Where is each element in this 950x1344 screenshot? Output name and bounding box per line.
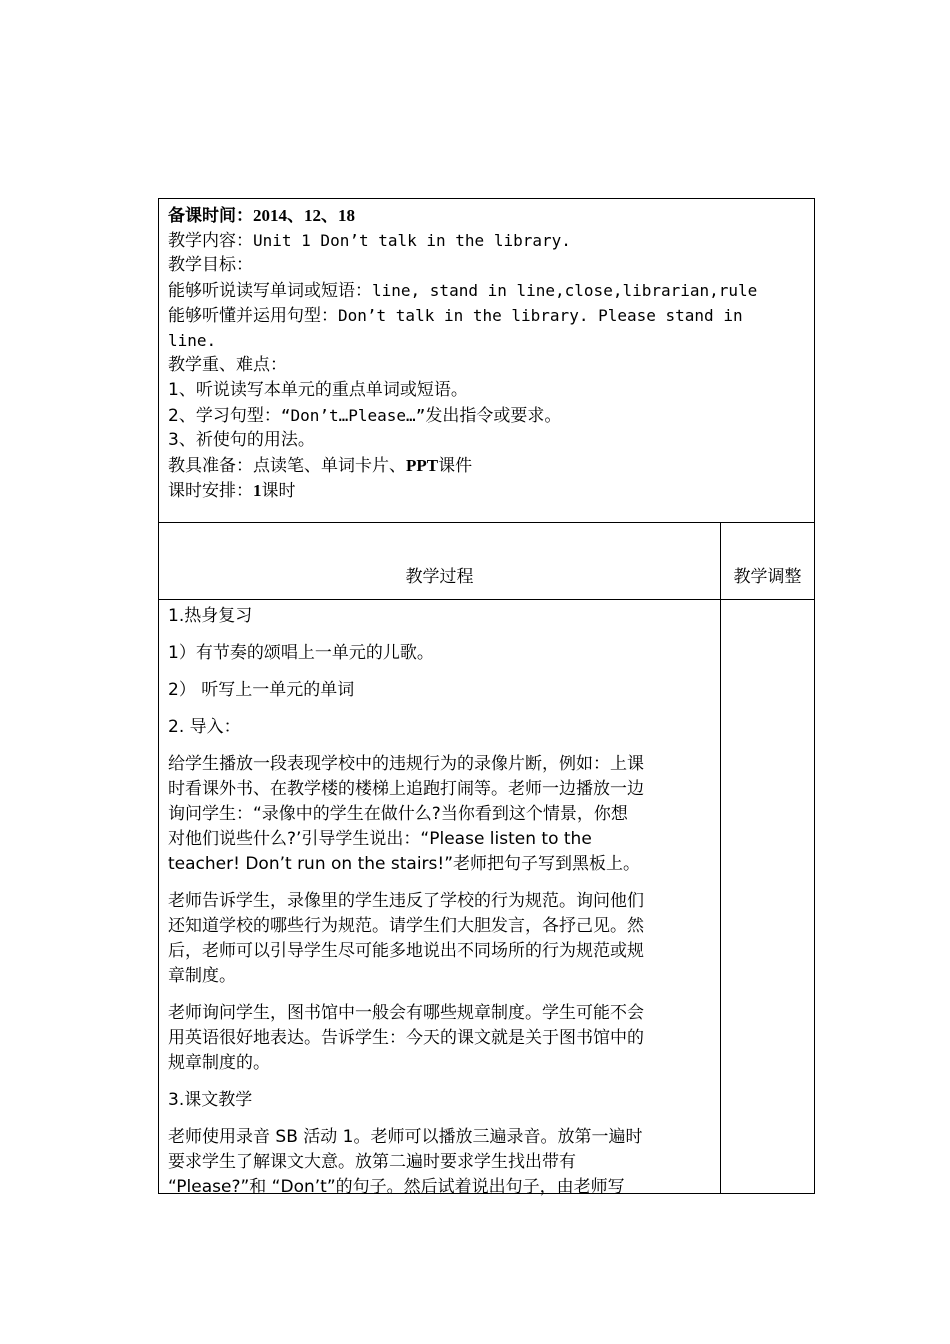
paragraph-line: 章制度。 — [168, 966, 236, 986]
materials-courseware: 课件 — [438, 456, 473, 476]
lesson-info-cell — [159, 199, 814, 523]
content-line — [168, 228, 808, 253]
section-1-title: 1.热身复习 — [168, 606, 253, 626]
paragraph-intro-video — [168, 752, 714, 877]
materials-label: 教具准备： — [168, 456, 253, 476]
process-header-text: 教学过程 — [405, 567, 474, 587]
section-1-item-2: 2） 听写上一单元的单词 — [168, 680, 355, 700]
paragraph-line: 要求学生了解课文大意。放第二遍时要求学生找出带有 — [168, 1152, 576, 1172]
content-label: 教学内容： — [168, 231, 253, 251]
process-content — [168, 600, 714, 1200]
paragraph-library-rules — [168, 1001, 714, 1076]
paragraph-line: 对他们说些什么?’引导学生说出：“Please listen to the — [168, 829, 592, 849]
prep-date-line — [168, 203, 808, 228]
paragraph-line: 老师告诉学生，录像里的学生违反了学校的行为规范。询问他们 — [168, 891, 644, 911]
paragraph-school-rules — [168, 889, 714, 989]
objective-1-line — [168, 278, 808, 303]
paragraph-line: 老师使用录音 SB 活动 1。老师可以播放三遍录音。放第一遍时 — [168, 1127, 643, 1147]
column-divider — [720, 523, 721, 1193]
column-header-row — [159, 523, 814, 600]
paragraph-line: 还知道学校的哪些行为规范。请学生们大胆发言，各抒己见。然 — [168, 916, 644, 936]
paragraph-line: 给学生播放一段表现学校中的违规行为的录像片断，例如：上课 — [168, 754, 644, 774]
prep-date-label: 备课时间： — [168, 206, 253, 225]
key-points-label: 教学重、难点： — [168, 355, 287, 375]
objectives-label: 教学目标： — [168, 255, 253, 275]
adjust-column-header — [721, 523, 814, 599]
objective-1-label: 能够听说读写单词或短语： — [168, 281, 372, 301]
section-2-title: 2. 导入： — [168, 717, 241, 737]
prep-date-value: 2014、12、18 — [253, 206, 355, 225]
materials-ppt: PPT — [406, 456, 439, 475]
key-point-1: 1、听说读写本单元的重点单词或短语。 — [168, 380, 468, 400]
objective-1-value: line, stand in line,close,librarian,rule — [372, 281, 758, 300]
paragraph-line: “Please?”和 “Don’t”的句子。然后试着说出句子，由老师写 — [168, 1177, 625, 1197]
objective-2-cont-line — [168, 328, 808, 353]
paragraph-line: 老师询问学生，图书馆中一般会有哪些规章制度。学生可能不会 — [168, 1003, 644, 1023]
process-body-row — [159, 600, 814, 1197]
key-point-2-label: 2、学习句型： — [168, 406, 281, 426]
lesson-info — [168, 203, 808, 503]
schedule-count: 1 — [253, 481, 262, 500]
schedule-unit: 课时 — [261, 481, 296, 501]
materials-line — [168, 453, 808, 478]
paragraph-line: 询问学生：“录像中的学生在做什么?当你看到这个情景，你想 — [168, 804, 628, 824]
key-point-2-line — [168, 403, 808, 428]
objective-2-line — [168, 303, 808, 328]
objective-2-label: 能够听懂并运用句型： — [168, 306, 338, 326]
paragraph-line: teacher! Don’t run on the stairs!”老师把句子写到黑板上。 — [168, 854, 641, 874]
objective-2-cont: line. — [168, 331, 217, 350]
objective-2-value: Don’t talk in the library. Please stand in — [338, 306, 743, 325]
paragraph-line: 用英语很好地表达。告诉学生：今天的课文就是关于图书馆中的 — [168, 1028, 644, 1048]
paragraph-text-teaching — [168, 1125, 714, 1200]
key-point-2-rest: 发出指令或要求。 — [425, 406, 562, 426]
paragraph-line: 后，老师可以引导学生尽可能多地说出不同场所的行为规范或规 — [168, 941, 644, 961]
schedule-line — [168, 478, 808, 503]
materials-list: 点读笔、单词卡片、 — [253, 456, 406, 476]
schedule-label: 课时安排： — [168, 481, 253, 501]
paragraph-line: 时看课外书、在教学楼的楼梯上追跑打闹等。老师一边播放一边 — [168, 779, 644, 799]
key-point-2-pattern: “Don’t…Please…” — [280, 406, 426, 425]
lesson-plan-table — [158, 198, 815, 1197]
section-1-item-1: 1）有节奏的颂唱上一单元的儿歌。 — [168, 643, 434, 663]
content-value: Unit 1 Don’t talk in the library. — [253, 231, 571, 250]
section-3-title: 3.课文教学 — [168, 1090, 253, 1110]
key-point-3: 3、祈使句的用法。 — [168, 430, 315, 450]
paragraph-line: 规章制度的。 — [168, 1053, 270, 1073]
process-column-header — [159, 523, 720, 599]
adjust-header-text: 教学调整 — [733, 567, 802, 587]
